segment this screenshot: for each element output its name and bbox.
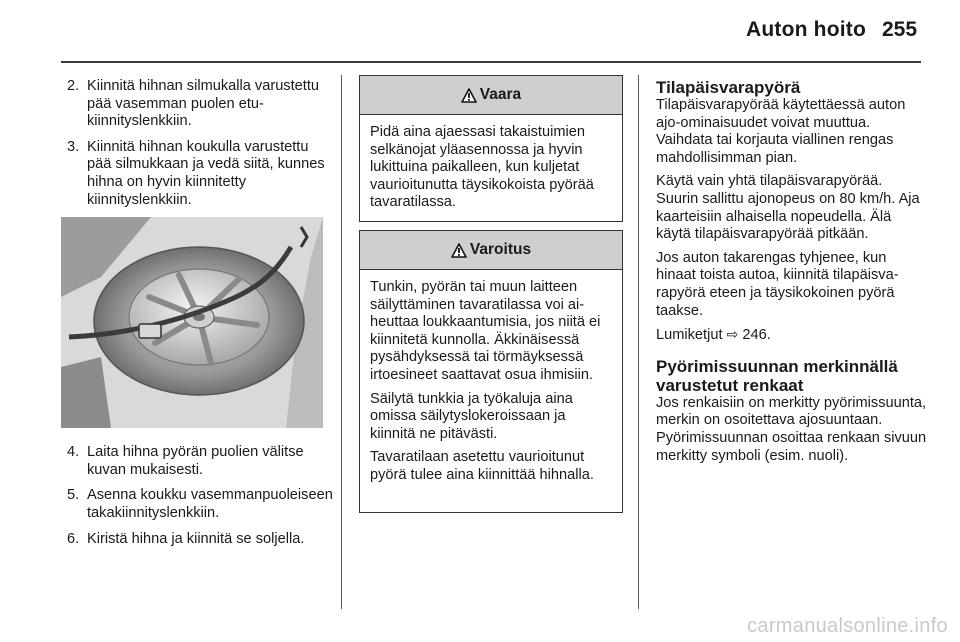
caution-paragraph: Tunkin, pyörän tai muun laitteen säilyttäminen tavaratilassa voi aiheuttaa loukkaantumisia, jos niitä ei kiinnitetä kunnolla. Äkkinäisessä pysähdyksessä tai törmäyksessä irtoesineet saattavat osua ihmisiin.	[370, 279, 601, 383]
spare-wheel-photo	[61, 217, 323, 428]
step-number: 2.	[67, 78, 80, 94]
cross-reference-label: Lumiketjut	[656, 327, 723, 344]
step-item	[61, 531, 333, 549]
caution-box-title: Varoitus	[469, 241, 532, 259]
column-divider-left	[341, 75, 342, 609]
step-number: 3.	[67, 138, 80, 155]
warning-triangle-icon	[461, 88, 477, 103]
danger-paragraph: Pidä aina ajaessasi takaistuimien selkänojat yläasennossa ja hyvin lukittuina paikalleen, kun kuljetat vaurioitunutta täysikokoista pyörää tavaratilassa.	[370, 124, 594, 211]
reference-arrow-icon: ⇨	[726, 326, 739, 343]
column-divider-right	[638, 75, 639, 609]
caution-box-body	[360, 270, 622, 485]
caution-box-header	[360, 231, 622, 270]
page-header-title: Auton hoito	[746, 18, 866, 41]
step-item	[61, 139, 333, 209]
section-heading-temporary-spare: Tilapäisvarapyörä	[656, 78, 801, 97]
danger-box-title: Vaara	[479, 86, 522, 104]
header-divider	[61, 61, 921, 63]
body-paragraph: Jos renkaisiin on merkitty pyörimissuunta, merkin on osoitettava ajosuuntaan. Pyörimissuunnan osoittaa renkaan sivuun merkitty symboli (esim. nuoli).	[656, 394, 927, 464]
step-number: 5.	[67, 487, 80, 504]
cross-reference	[656, 326, 928, 345]
step-text: Kiinnitä hihnan koukulla varustettu pää silmukkaan ja vedä siitä, kunnes hihna on hyvin kiinnitetty kiinnityslenkkiin.	[87, 138, 325, 208]
page-number: 255	[882, 18, 918, 41]
caution-paragraph: Säilytä tunkkia ja työkaluja aina omissa säilytyslokeroissaan ja kiinnitä ne pitävästi.	[370, 390, 573, 442]
step-text: Asenna koukku vasemmanpuoleiseen takakiinnityslenkkiin.	[87, 487, 333, 521]
danger-box-header	[360, 76, 622, 115]
column-spare-wheel	[656, 78, 928, 471]
step-number: 4.	[67, 444, 80, 461]
step-number: 6.	[67, 530, 80, 547]
spare-wheel-illustration	[61, 217, 323, 428]
body-paragraph: Tilapäisvarapyörää käytettäessä auton ajo-ominaisuudet voivat muuttua. Vaihdata tai korjauta viallinen rengas mahdollisimman pian.	[656, 97, 906, 166]
caution-paragraph: Tavaratilaan asetettu vaurioitunut pyörä tulee aina kiinnittää hihnalla.	[370, 449, 594, 483]
body-paragraph: Käytä vain yhtä tilapäisvarapyörää. Suurin sallittu ajonopeus on 80 km/h. Aja kaarteisiin alhaisella nopeudella. Älä käytä tilapäisvarapyörää pitkään.	[656, 173, 920, 243]
step-text: Kiristä hihna ja kiinnitä se soljella.	[87, 530, 305, 547]
step-text: Laita hihna pyörän puolien välitse kuvan mukaisesti.	[87, 444, 304, 478]
steps-list-before	[61, 78, 333, 209]
caution-box	[359, 230, 623, 513]
danger-box	[359, 75, 623, 222]
section-heading-directional-tyres: Pyörimissuunnan merkinnällä varustetut renkaat	[656, 356, 898, 395]
column-instructions	[61, 78, 333, 556]
body-paragraph: Jos auton takarengas tyhjenee, kun hinaat toista autoa, kiinnitä tilapäisvarapyörä eteen ja täysikokoinen pyörä taakse.	[656, 249, 899, 319]
step-text: Kiinnitä hihnan silmukalla varustettu pää vasemman puolen etukiinnityslenkkiin.	[87, 78, 320, 130]
steps-list-after	[61, 444, 333, 548]
footer-watermark: carmanualsonline.info	[747, 615, 948, 637]
danger-box-body	[360, 115, 622, 212]
warning-triangle-icon	[451, 243, 467, 258]
step-item	[61, 487, 333, 522]
step-item	[61, 78, 333, 131]
step-item	[61, 444, 333, 479]
cross-reference-page[interactable]: 246.	[742, 327, 771, 344]
